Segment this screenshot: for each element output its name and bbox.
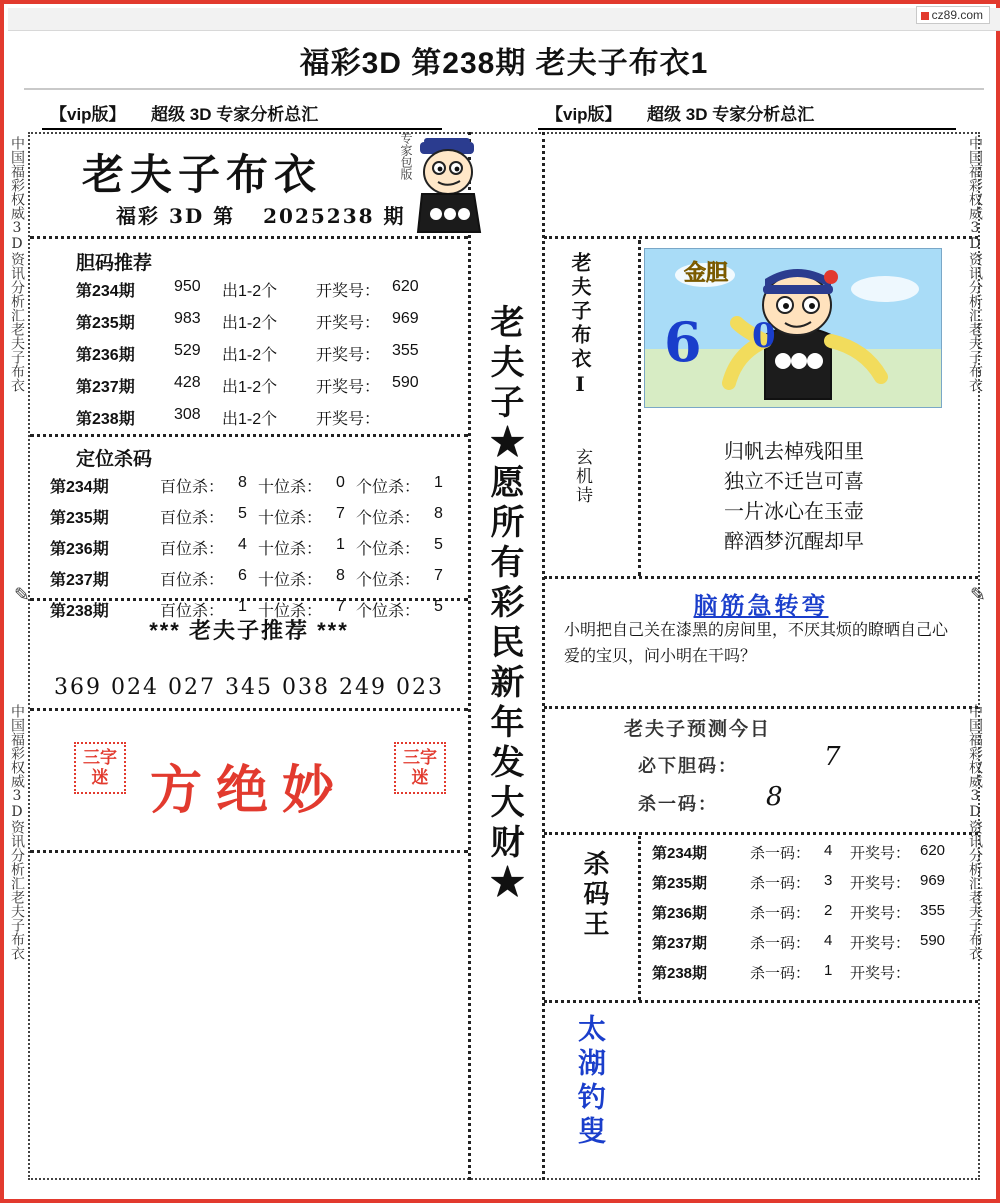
masthead-title: 老夫子布衣 xyxy=(82,150,323,199)
danma-note: 出1-2个 xyxy=(222,411,278,428)
danma-qi: 第235期 xyxy=(76,315,135,332)
divider-center-right xyxy=(542,132,545,1180)
mascot-face-note: 专家包版 xyxy=(399,132,413,180)
danma-code: 950 xyxy=(174,278,201,295)
sanzi-word: 方绝妙 xyxy=(150,760,349,821)
vip-left xyxy=(50,100,318,125)
masthead-subtitle xyxy=(116,200,406,229)
shama-draw-label: 开奖号： xyxy=(850,965,911,982)
recommend-title: *** 老夫子推荐 *** xyxy=(149,618,349,643)
table-row xyxy=(50,505,468,536)
shi-label: 十位杀： xyxy=(258,479,323,496)
center-slogan: 老夫子★愿所有彩民新年发大财★ xyxy=(484,304,524,904)
shama-label: 杀一码： xyxy=(750,845,811,862)
table-row xyxy=(50,567,468,598)
shama-vertical-title: 杀码王 xyxy=(579,850,609,940)
poem-block xyxy=(644,436,944,556)
ge-label: 个位杀： xyxy=(356,572,421,589)
naojin-text: 小明把自己关在漆黑的房间里，不厌其烦的瞭晒自己心爱的宝贝，问小明在干吗？ xyxy=(564,622,949,665)
shama-value: 4 xyxy=(824,842,833,859)
predict-line2-label: 杀一码： xyxy=(638,794,718,815)
table-row xyxy=(652,962,962,992)
shama-draw: 969 xyxy=(920,872,946,889)
right-vertical-title: 老夫子布衣Ⅰ xyxy=(568,252,592,400)
shama-rows xyxy=(652,842,962,992)
shama-qi: 第236期 xyxy=(652,905,708,922)
table-row xyxy=(76,278,468,310)
shama-value: 1 xyxy=(824,962,833,979)
divider-masthead xyxy=(30,236,468,239)
dingwei-qi: 第237期 xyxy=(50,572,109,589)
table-row xyxy=(50,536,468,567)
danma-draw: 620 xyxy=(392,278,419,295)
shi-label: 十位杀： xyxy=(258,603,323,620)
ge-value: 1 xyxy=(434,474,443,491)
vip-left-underline xyxy=(42,128,442,130)
divider-right-head xyxy=(544,236,978,239)
dingwei-qi: 第236期 xyxy=(50,541,109,558)
divider-recommend xyxy=(30,708,468,711)
bai-label: 百位杀： xyxy=(160,479,225,496)
shi-value: 7 xyxy=(336,598,345,615)
dingwei-section xyxy=(76,444,456,471)
shama-draw-label: 开奖号： xyxy=(850,905,911,922)
divider-naojin xyxy=(544,706,978,709)
side-ornament-left-icon: ✎ xyxy=(14,585,30,606)
shama-draw-label: 开奖号： xyxy=(850,935,911,952)
sanzi-left-badge: 三字迷 xyxy=(74,742,126,794)
shama-value: 4 xyxy=(824,932,833,949)
shama-draw: 590 xyxy=(920,932,946,949)
vip-right-underline xyxy=(538,128,956,130)
big-digit-1: 6 xyxy=(664,310,702,374)
danma-qi: 第234期 xyxy=(76,283,135,300)
title-divider xyxy=(24,88,984,90)
shi-label: 十位杀： xyxy=(258,572,323,589)
danma-draw-label: 开奖号： xyxy=(316,379,381,396)
danma-heading: 胆码推荐 xyxy=(76,253,153,274)
shama-qi: 第237期 xyxy=(652,935,708,952)
divider-predict xyxy=(544,832,978,835)
danma-note: 出1-2个 xyxy=(222,315,278,332)
danma-qi: 第236期 xyxy=(76,347,135,364)
poem-line: 醉酒梦沉醒却早 xyxy=(724,529,864,553)
shi-label: 十位杀： xyxy=(258,510,323,527)
divider-sanzi xyxy=(30,850,468,853)
danma-draw-label: 开奖号： xyxy=(316,283,381,300)
page-title: 福彩3D 第238期 老夫子布衣1 xyxy=(299,47,709,80)
danma-note: 出1-2个 xyxy=(222,379,278,396)
danma-code: 983 xyxy=(174,310,201,327)
logo-text: cz89.com xyxy=(931,8,983,22)
side-text-left-2: 中国福彩权威3D资讯分析汇老夫子布衣 xyxy=(9,704,25,960)
ge-value: 5 xyxy=(434,536,443,553)
predict-line1-label: 必下胆码： xyxy=(638,756,738,777)
bai-value: 8 xyxy=(238,474,247,491)
big-digit-2: 0 xyxy=(752,316,776,356)
divider-center-left xyxy=(468,132,471,1180)
table-row xyxy=(76,342,468,374)
shama-draw: 620 xyxy=(920,842,946,859)
shama-label: 杀一码： xyxy=(750,935,811,952)
mascot-face-icon xyxy=(408,136,498,236)
ge-value: 7 xyxy=(434,567,443,584)
logo-square-icon xyxy=(921,12,929,20)
site-logo[interactable] xyxy=(916,6,990,24)
recommend-numbers: 369 024 027 345 038 249 023 xyxy=(54,675,444,700)
danma-code: 428 xyxy=(174,374,201,391)
vip-left-text: 超级 3D 专家分析总汇 xyxy=(151,105,319,124)
danma-qi: 第237期 xyxy=(76,379,135,396)
danma-draw: 969 xyxy=(392,310,419,327)
danma-draw-label: 开奖号： xyxy=(316,315,381,332)
shama-qi: 第235期 xyxy=(652,875,708,892)
bai-value: 1 xyxy=(238,598,247,615)
shama-label: 杀一码： xyxy=(750,965,811,982)
masthead-sub-prefix: 福彩 3D 第 xyxy=(116,204,236,228)
vip-header-row xyxy=(28,100,980,130)
poem-line: 归帆去棹残阳里 xyxy=(724,439,864,463)
dingwei-qi: 第238期 xyxy=(50,603,109,620)
ge-value: 5 xyxy=(434,598,443,615)
ge-label: 个位杀： xyxy=(356,603,421,620)
ge-label: 个位杀： xyxy=(356,541,421,558)
shama-value: 2 xyxy=(824,902,833,919)
shi-value: 1 xyxy=(336,536,345,553)
shama-label: 杀一码： xyxy=(750,875,811,892)
dingwei-qi: 第235期 xyxy=(50,510,109,527)
poem-line: 一片冰心在玉壶 xyxy=(724,499,864,523)
table-row xyxy=(652,872,962,902)
vip-right xyxy=(546,100,814,125)
table-row xyxy=(76,374,468,406)
shi-value: 7 xyxy=(336,505,345,522)
shama-draw-label: 开奖号： xyxy=(850,875,911,892)
top-bar xyxy=(8,8,1000,31)
recommend-section xyxy=(30,614,468,700)
table-row xyxy=(652,842,962,872)
bai-label: 百位杀： xyxy=(160,510,225,527)
masthead-sub-suffix: 期 xyxy=(383,204,406,228)
vip-right-text: 超级 3D 专家分析总汇 xyxy=(647,105,815,124)
table-row xyxy=(50,474,468,505)
bai-value: 5 xyxy=(238,505,247,522)
ge-label: 个位杀： xyxy=(356,510,421,527)
danma-draw: 590 xyxy=(392,374,419,391)
shama-label: 杀一码： xyxy=(750,905,811,922)
shama-qi: 第234期 xyxy=(652,845,708,862)
shama-draw: 355 xyxy=(920,902,946,919)
dingwei-heading: 定位杀码 xyxy=(76,449,153,470)
side-text-left: 中国福彩权威3D资讯分析汇老夫子布衣 xyxy=(9,136,25,392)
danma-note: 出1-2个 xyxy=(222,347,278,364)
table-row xyxy=(652,932,962,962)
divider-righthead-title xyxy=(638,240,641,576)
vip-right-tag: 【vip版】 xyxy=(546,105,622,124)
naojin-section xyxy=(544,586,978,621)
danma-rows xyxy=(76,278,468,438)
table-row xyxy=(76,406,468,438)
side-ornament-right-icon: ✎ xyxy=(970,585,986,606)
taihu-label: 太湖钓叟 xyxy=(574,1014,607,1150)
divider-shama-title xyxy=(638,836,641,1000)
bai-value: 4 xyxy=(238,536,247,553)
vip-left-tag: 【vip版】 xyxy=(50,105,126,124)
predict-title: 老夫子预测今日 xyxy=(624,718,772,740)
danma-section xyxy=(76,248,456,275)
danma-draw-label: 开奖号： xyxy=(316,347,381,364)
danma-draw: 355 xyxy=(392,342,419,359)
side-text-right: 中国福彩权威3D资讯分析汇老夫子布衣 xyxy=(967,136,983,392)
shama-draw-label: 开奖号： xyxy=(850,845,911,862)
ge-value: 8 xyxy=(434,505,443,522)
danma-code: 529 xyxy=(174,342,201,359)
dingwei-rows xyxy=(50,474,468,629)
predict-line1-value: 7 xyxy=(824,742,841,772)
shi-label: 十位杀： xyxy=(258,541,323,558)
shi-value: 8 xyxy=(336,567,345,584)
ge-label: 个位杀： xyxy=(356,479,421,496)
masthead-issue: 2025238 xyxy=(263,204,375,228)
masthead xyxy=(38,132,468,236)
table-row xyxy=(76,310,468,342)
bai-label: 百位杀： xyxy=(160,603,225,620)
divider-shama xyxy=(544,1000,978,1003)
predict-line2-value: 8 xyxy=(766,782,783,812)
gold-dan-label: 金胆 xyxy=(684,260,729,286)
xuanji-label: 玄机诗 xyxy=(572,448,592,505)
naojin-title: 脑筋急转弯 xyxy=(693,591,829,620)
danma-draw-label: 开奖号： xyxy=(316,411,381,428)
shama-value: 3 xyxy=(824,872,833,889)
poem-line: 独立不迁岂可喜 xyxy=(724,469,864,493)
divider-poem xyxy=(544,576,978,579)
bai-label: 百位杀： xyxy=(160,572,225,589)
sanzi-right-badge: 三字迷 xyxy=(394,742,446,794)
bai-value: 6 xyxy=(238,567,247,584)
danma-code: 308 xyxy=(174,406,201,423)
side-text-right-2: 中国福彩权威3D资讯分析汇老夫子布衣 xyxy=(967,704,983,960)
dingwei-qi: 第234期 xyxy=(50,479,109,496)
danma-note: 出1-2个 xyxy=(222,283,278,300)
shi-value: 0 xyxy=(336,474,345,491)
table-row xyxy=(652,902,962,932)
shama-qi: 第238期 xyxy=(652,965,708,982)
danma-qi: 第238期 xyxy=(76,411,135,428)
bai-label: 百位杀： xyxy=(160,541,225,558)
